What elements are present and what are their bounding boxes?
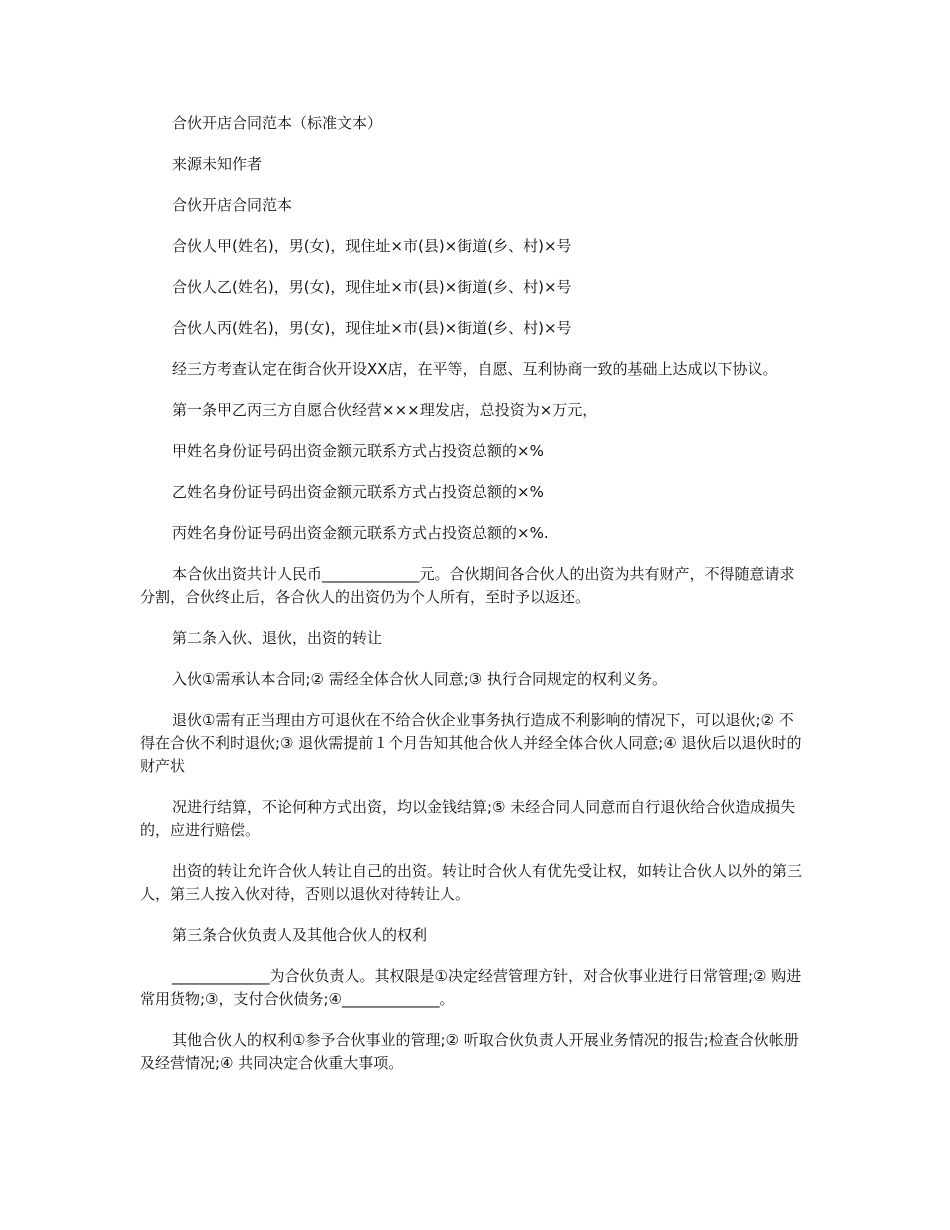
article-1-heading: 第一条甲乙丙三方自愿合伙经营×××理发店，总投资为×万元， [172, 401, 598, 419]
joining-paragraph: 入伙①需承认本合同;② 需经全体合伙人同意;③ 执行合同规定的权利义务。 [172, 670, 667, 688]
party-a-line: 合伙人甲(姓名)，男(女)，现住址×市(县)×街道(乡、村)×号 [172, 237, 572, 255]
transfer-paragraph: 出资的转让允许合伙人转让自己的出资。转让时合伙人有优先受让权，如转让合伙人以外的第三人，第三人按入伙对待，否则以退伙对待转让人。 [140, 862, 803, 903]
partner-rights-paragraph: 其他合伙人的权利①参予合伙事业的管理;② 听取合伙负责人开展业务情况的报告;检查合伙帐册及经营情况;④ 共同决定合伙重大事项。 [140, 1031, 799, 1072]
preamble-paragraph: 经三方考查认定在街合伙开设XX店，在平等，自愿、互利协商一致的基础上达成以下协议。 [172, 360, 778, 378]
party-c-investment: 丙姓名身份证号码出资金额元联系方式占投资总额的×%. [172, 524, 549, 542]
manager-authority-paragraph: _____________为合伙负责人。其权限是①决定经营管理方针，对合伙事业进行日常管理;② 购进常用货物;③，支付合伙债务;④_____________。 [140, 967, 802, 1008]
party-b-line: 合伙人乙(姓名)，男(女)，现住址×市(县)×街道(乡、村)×号 [172, 278, 572, 296]
settlement-paragraph: 况进行结算，不论何种方式出资，均以金钱结算;⑤ 未经合同人同意而自行退伙给合伙造成损失的，应进行赔偿。 [140, 798, 796, 839]
document-page [140, 112, 808, 1093]
party-a-investment: 甲姓名身份证号码出资金额元联系方式占投资总额的×% [172, 442, 544, 460]
party-b-investment: 乙姓名身份证号码出资金额元联系方式占投资总额的×% [172, 483, 544, 501]
source-line: 来源未知作者 [172, 155, 263, 173]
article-2-heading: 第二条入伙、退伙，出资的转让 [172, 629, 383, 647]
total-capital-paragraph: 本合伙出资共计人民币_____________元。合伙期间各合伙人的出资为共有财产，不得随意请求分割，合伙终止后，各合伙人的出资仍为个人所有，至时予以返还。 [140, 565, 795, 606]
contract-heading: 合伙开店合同范本 [172, 196, 293, 214]
article-3-heading: 第三条合伙负责人及其他合伙人的权利 [172, 926, 428, 944]
withdrawal-paragraph: 退伙①需有正当理由方可退伙在不给合伙企业事务执行造成不利影响的情况下，可以退伙;② 不得在合伙不利时退伙;③ 退伙需提前１个月告知其他合伙人并经全体合伙人同意;④ 退伙后以退伙时的财产状 [140, 711, 802, 775]
party-c-line: 合伙人丙(姓名)，男(女)，现住址×市(县)×街道(乡、村)×号 [172, 319, 572, 337]
document-title: 合伙开店合同范本（标准文本） [172, 114, 383, 132]
